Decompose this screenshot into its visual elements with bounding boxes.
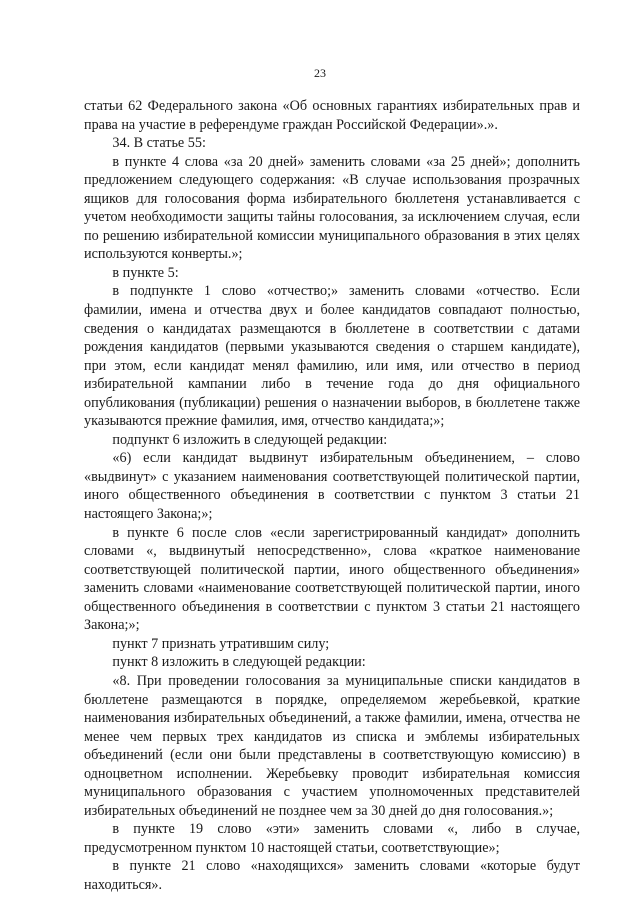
paragraph-7: «6) если кандидат выдвинут избирательным объединением, – слово «выдвинут» с указанием наименования соответствующей политической партии, иного общественного объединения в соответствии с пунктом 3 статьи 21 настоящего Закона;»; (84, 450, 580, 523)
paragraph-4: в пункте 5: (112, 264, 179, 281)
paragraph-10: пункт 8 изложить в следующей редакции: (112, 654, 366, 671)
paragraph-12: в пункте 19 слово «эти» заменить словами «, либо в случае, предусмотренном пунктом 10 настоящей статьи, соответствующие»; (84, 821, 580, 856)
paragraph-9: пункт 7 признать утратившим силу; (112, 635, 330, 652)
paragraph-1: статьи 62 Федерального закона «Об основных гарантиях избирательных прав и права на участие в референдуме граждан Российской Федерации».». (84, 98, 580, 133)
paragraph-5: в подпункте 1 слово «отчество;» заменить словами «отчество. Если фамилии, имена и отчества двух и более кандидатов совпадают полностью, сведения о кандидатах размещаются в бюллетене в соответствии с датами рождения кандидатов (первыми указываются сведения о старшем кандидате), при этом, если кандидат менял фамилию, или имя, или отчество в период избирательной кампании либо в течение года до дня официального опубликования (публикации) решения о назначении выборов, в бюллетене также указываются прежние фамилия, имя, отчество кандидата;»; (84, 283, 580, 430)
paragraph-8: в пункте 6 после слов «если зарегистрированный кандидат» дополнить словами «, выдвинутый непосредственно», слова «краткое наименование соответствующей политической партии, иного общественного объединения» заменить словами «наименование соответствующей политической партии, иного общественного объединения в соответствии с пунктом 3 статьи 21 настоящего Закона;»; (84, 524, 580, 634)
paragraph-11: «8. При проведении голосования за муниципальные списки кандидатов в бюллетене размещаются в порядке, определяемом жеребьевкой, краткие наименования избирательных объединений, а также фамилии, имена, отчества не менее чем первых трех кандидатов из списка и эмблемы избирательных объединений (если они были представлены в соответствующую комиссию) в одноцветном исполнении. Жеребьевку проводит избирательная комиссия муниципального образования с участием уполномоченных представителей избирательных объединений не позднее чем за 30 дней до дня голосования.»; (84, 672, 580, 819)
paragraph-13: в пункте 21 слово «находящихся» заменить словами «которые будут находиться». (84, 858, 580, 893)
paragraph-3: в пункте 4 слова «за 20 дней» заменить словами «за 25 дней»; дополнить предложением следующего содержания: «В случае использования прозрачных ящиков для голосования форма избирательного бюллетеня устанавливается с учетом необходимости защиты тайны голосования, за исключением случая, если по решению избирательной комиссии муниципального образования в этих целях используются конверты.»; (84, 153, 580, 263)
paragraph-6: подпункт 6 изложить в следующей редакции: (112, 431, 388, 448)
document-body (84, 97, 580, 895)
page-number: 23 (314, 66, 326, 80)
paragraph-2: 34. В статье 55: (112, 135, 206, 152)
